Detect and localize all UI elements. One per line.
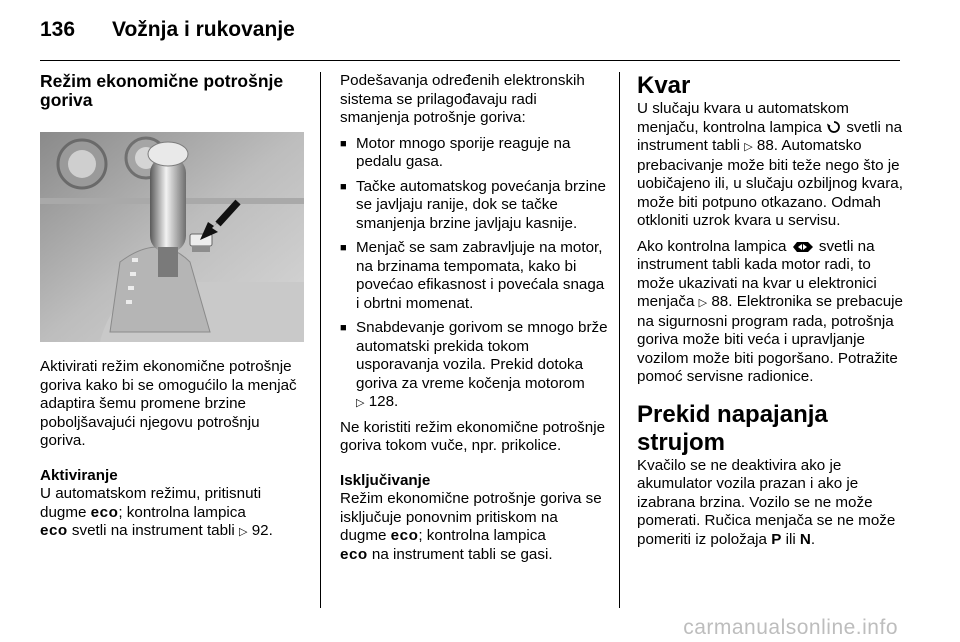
effects-list: [340, 135, 608, 413]
subheading-activation: Aktiviranje: [40, 466, 118, 484]
gear-lever-photo-illustration: [40, 132, 304, 342]
list-item: ■ Snabdevanje gorivom se mnogo brže automatski prekida tokom usporavanja vozila. Prekid dotoka goriva za vreme kočenja motorom ▷ 128.: [340, 319, 608, 413]
fault-text-1: U slučaju kvara u automatskom menjaču, kontrolna lampica svetli na instrument tabli ▷ 88. Automatsko prebacivanje može biti teže nego što je uobičajeno ili, u slučaju ozbiljnog kvara, može biti potpuno otkazano. Odmah otkloniti uzrok kvara u servisu.: [637, 100, 903, 229]
settings-intro-text: Podešavanja određenih elektronskih sistema se prilagođavaju radi smanjenja potrošnje goriva:: [340, 72, 585, 126]
cross-reference-icon: ▷: [744, 141, 753, 153]
column-3: [637, 72, 907, 556]
section-heading-power-failure: Prekid napajanja strujom: [637, 400, 828, 456]
gear-lever-photo: [40, 132, 304, 342]
transmission-fault-lamp-icon: [826, 120, 842, 133]
subheading-deactivation: Isključivanje: [340, 471, 431, 489]
list-item: ■ Tačke automatskog povećanja brzine se javljaju ranije, dok se tačke smanjenja brzine javljaju kasnije.: [340, 178, 608, 234]
deactivation-text: Režim ekonomične potrošnje goriva se isključuje ponovnim pritiskom na dugme eco; kontrolna lampica eco na instrument tabli se gasi.: [340, 490, 602, 563]
page-number: 136: [40, 18, 76, 41]
gear-position-p: P: [771, 530, 782, 548]
list-item: ■ Menjač se sam zabravljuje na motor, na brzinama tempomata, kako bi povećao efikasnost i povećala snaga i obrtni momenat.: [340, 239, 608, 313]
list-item: ■ Motor mnogo sporije reaguje na pedalu gasa.: [340, 135, 608, 172]
eco-button-icon: eco: [390, 527, 419, 544]
eco-lamp-icon: eco: [340, 545, 368, 563]
eco-intro-text: Aktivirati režim ekonomične potrošnje goriva kako bi se omogućilo la menjač adaptira šemu promene brzine poboljšavajući njegovu potrošnju goriva.: [40, 358, 297, 449]
column-divider: [320, 72, 321, 608]
gear-position-n: N: [799, 530, 811, 548]
towing-warning-text: Ne koristiti režim ekonomične potrošnje goriva tokom vuče, npr. prikolice.: [340, 418, 606, 454]
cross-reference-icon: ▷: [239, 526, 248, 538]
header-rule: [40, 60, 900, 61]
page-title: Vožnja i rukovanje: [112, 18, 295, 41]
engine-electronics-lamp-icon: [791, 240, 815, 253]
cross-reference-icon: ▷: [698, 297, 708, 309]
section-heading-fault: Kvar: [637, 72, 691, 99]
watermark: carmanualsonline.info: [683, 616, 898, 639]
fault-text-2: Ako kontrolna lampica svetli na instrument tabli kada motor radi, to može ukazivati na kvar u elektronici menjača ▷ 88. Elektronika se prebacuje na sigurnosni program rada, potrošnja goriva može biti veća i upravljanje vozilom može biti pogoršano. Potražite pomoć servisne radionice.: [637, 237, 904, 385]
eco-lamp-icon: eco: [40, 522, 68, 539]
eco-button-icon: eco: [90, 503, 119, 521]
section-heading-eco-mode: Režim ekonomične potrošnje goriva: [40, 71, 284, 110]
column-2: [340, 72, 608, 571]
column-1: [40, 72, 308, 549]
power-failure-text: Kvačilo se ne deaktivira ako je akumulator vozila prazan i ako je izabrana brzina. Vozilo se ne može pomerati. Ručica menjača se ne može pomeriti iz položaja P ili N.: [637, 456, 896, 548]
column-divider: [619, 72, 620, 608]
cross-reference-icon: ▷: [356, 397, 365, 409]
activation-text: U automatskom režimu, pritisnuti dugme eco; kontrolna lampica eco svetli na instrument tabli ▷ 92.: [40, 485, 273, 539]
